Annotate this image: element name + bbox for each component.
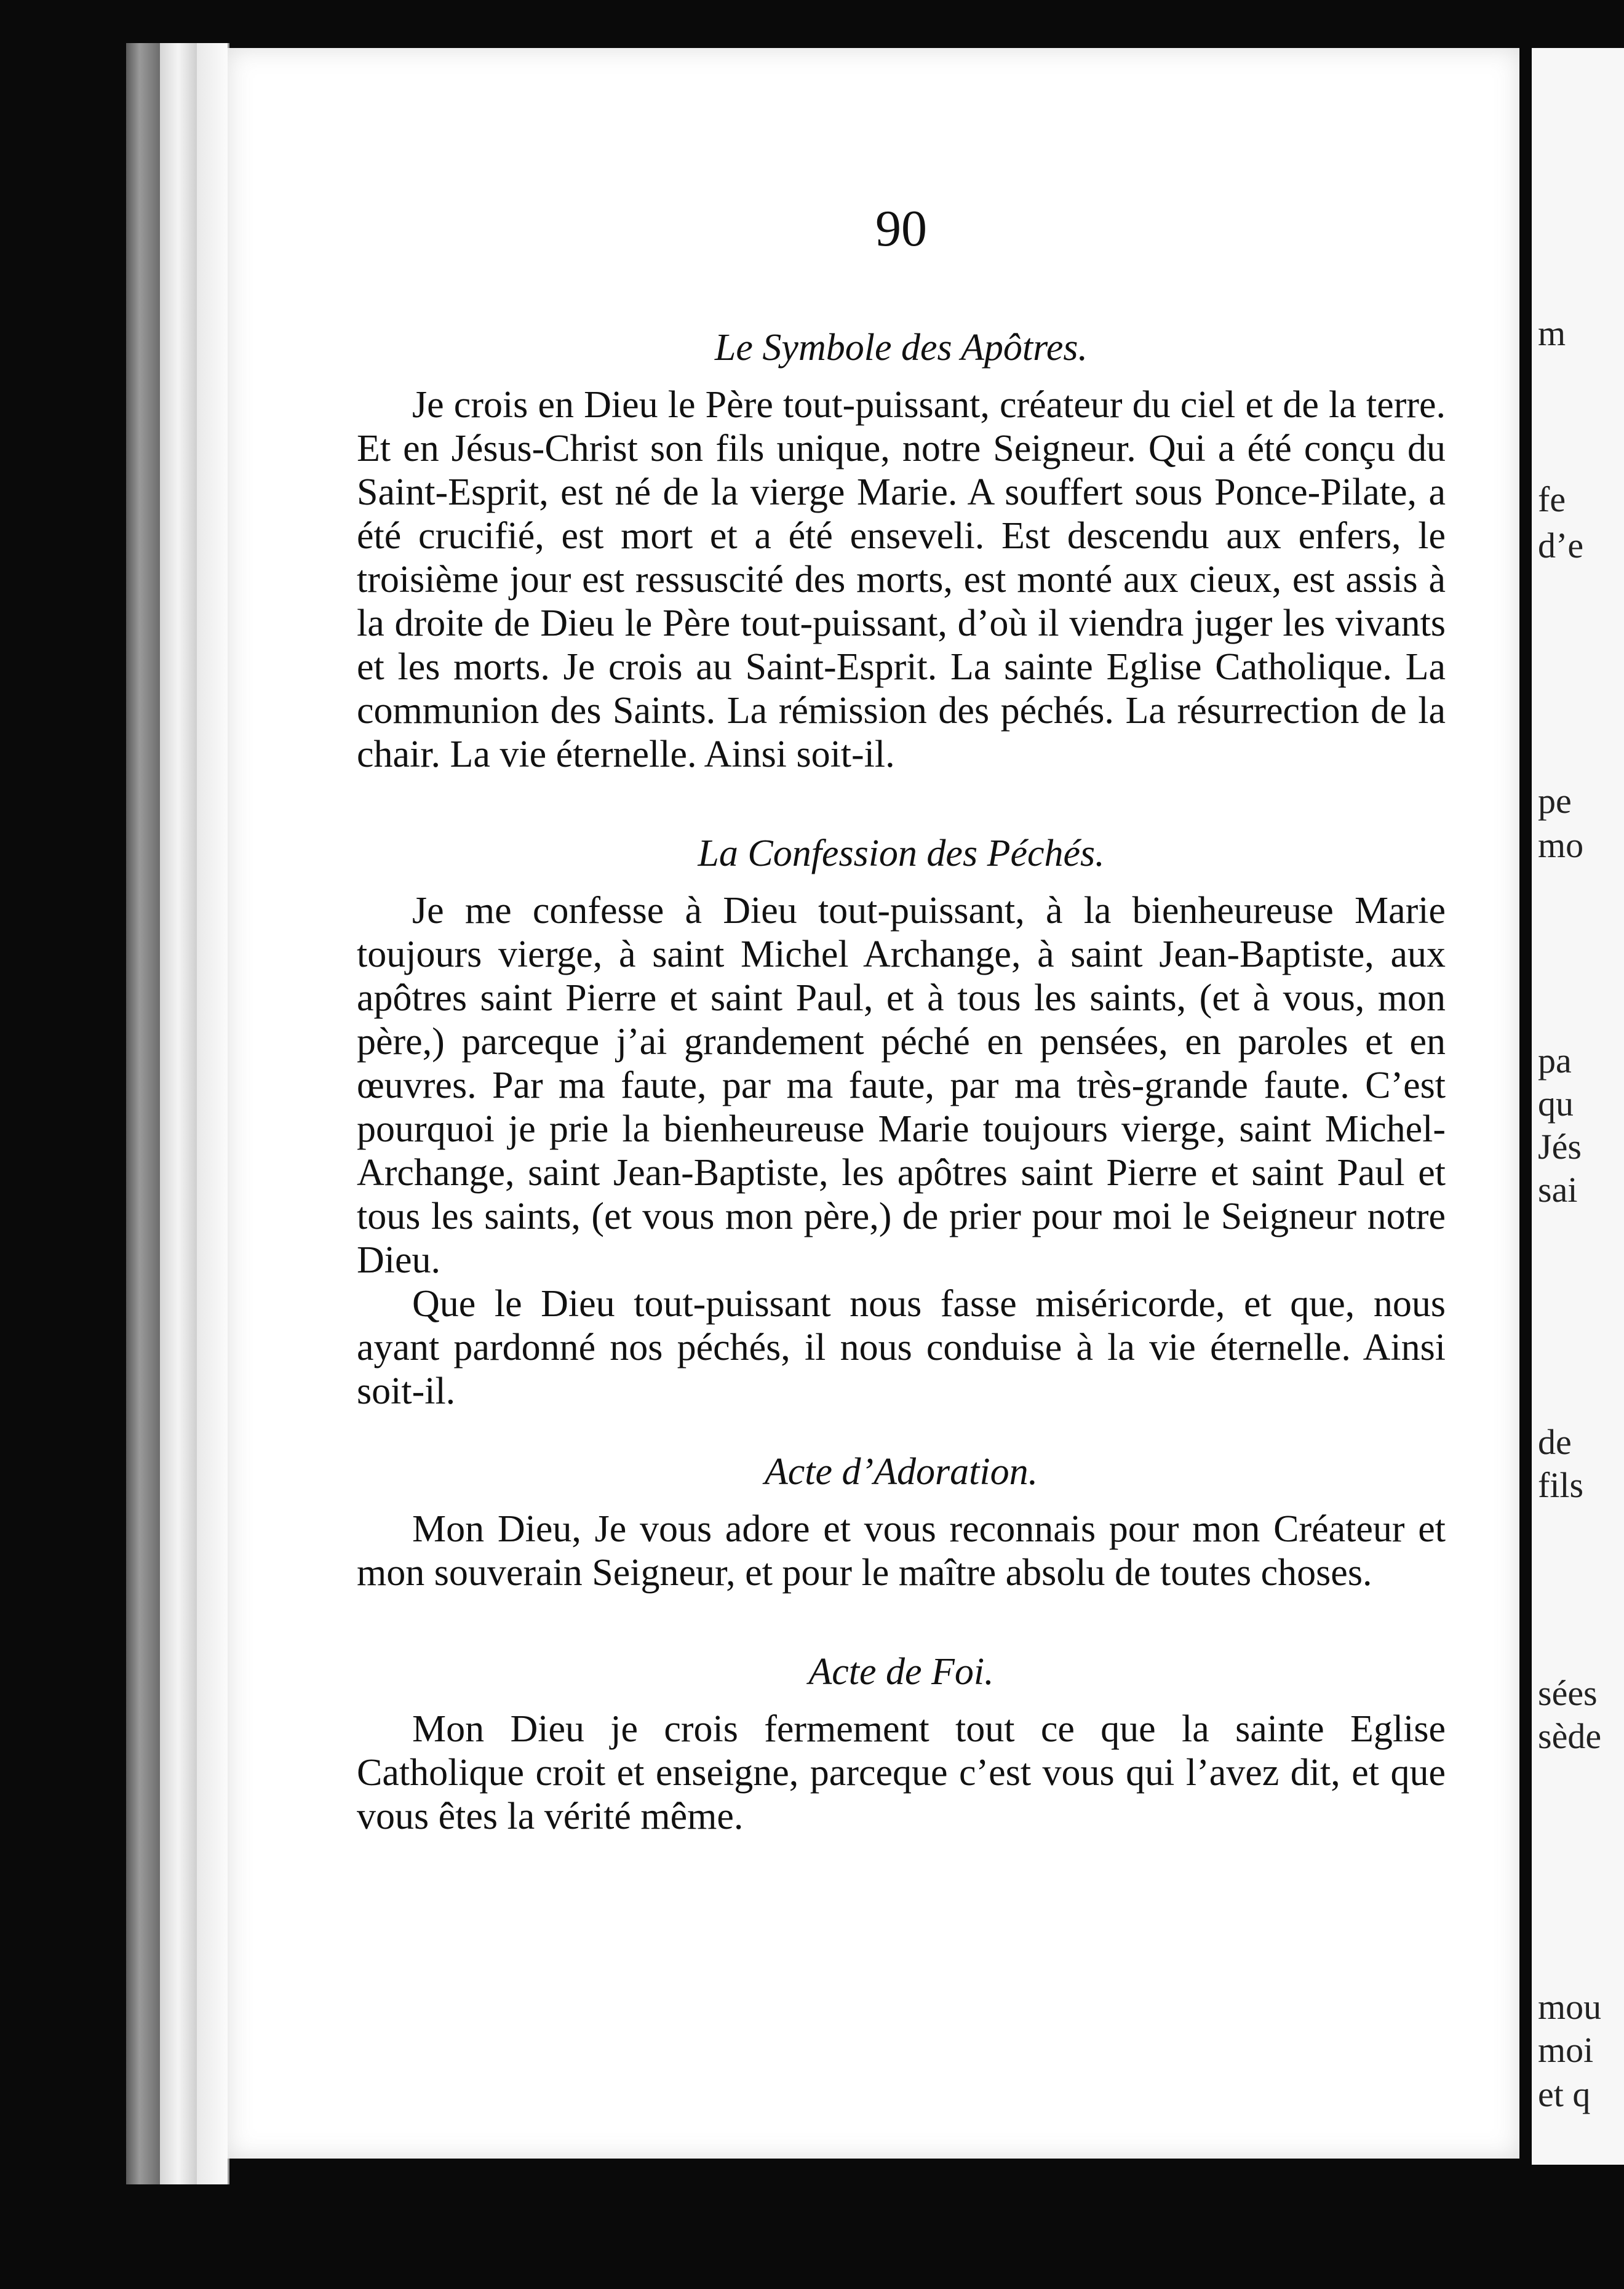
paragraph: Mon Dieu je crois fermement tout ce que la sainte Eglise Catholique croit et enseigne, parceque c’est vous qui l’avez dit, et que vous êtes la vérité même. — [357, 1708, 1446, 1837]
paragraph: Je crois en Dieu le Père tout-puissant, créateur du ciel et de la terre. Et en Jésus-Christ son fils unique, notre Seigneur. Qui a été conçu du Saint-Esprit, est né de la vierge Marie. A souffert sous Ponce-Pilate, a été crucifié, est mort et a été enseveli. Est descendu aux enfers, le troisième jour est ressuscité des morts, est monté aux cieux, est assis à la droite de Dieu le Père tout-puissant, d’où il viendra juger les vivants et les morts. Je crois au Saint-Esprit. La sainte Eglise Catholique. La communion des Saints. La rémission des péchés. La résurrection de la chair. La vie éternelle. Ainsi soit-il. — [357, 384, 1446, 775]
page-content — [357, 199, 1446, 1839]
adjacent-fragment: qu — [1538, 1084, 1574, 1124]
adjacent-fragment: pa — [1538, 1041, 1572, 1081]
section-heading: La Confession des Péchés. — [698, 833, 1105, 874]
section-foi — [357, 1650, 1446, 1839]
adjacent-fragment: moi — [1538, 2030, 1594, 2070]
section-heading: Le Symbole des Apôtres. — [714, 327, 1088, 369]
page-number: 90 — [875, 200, 927, 257]
binding-strip-dark — [126, 43, 160, 2184]
adjacent-fragment: Jés — [1538, 1127, 1582, 1167]
book-page — [228, 48, 1519, 2159]
adjacent-page-edge — [1532, 48, 1624, 2165]
binding-strip-light — [160, 43, 197, 2184]
paragraph: Que le Dieu tout-puissant nous fasse miséricorde, et que, nous ayant pardonné nos péchés, il nous conduise à la vie éternelle. Ainsi soit-il. — [357, 1283, 1446, 1412]
section-heading: Acte d’Adoration. — [764, 1451, 1038, 1493]
section-heading: Acte de Foi. — [808, 1651, 994, 1693]
section-confession — [357, 832, 1446, 1413]
adjacent-fragment: mou — [1538, 1987, 1602, 2027]
section-symbole — [357, 326, 1446, 777]
adjacent-fragment: d’e — [1538, 525, 1584, 565]
adjacent-fragment: sai — [1538, 1170, 1578, 1210]
adjacent-fragment: de — [1538, 1422, 1572, 1462]
paragraph: Je me confesse à Dieu tout-puissant, à la bienheureuse Marie toujours vierge, à saint Michel Archange, à saint Jean-Baptiste, aux apôtres saint Pierre et saint Paul, et à tous les saints, (et à vous, mon père,) parceque j’ai grandement péché en pensées, en paroles et en œuvres. Par ma faute, par ma faute, par ma très-grande faute. C’est pourquoi je prie la bienheureuse Marie toujours vierge, saint Michel-Archange, saint Jean-Baptiste, les apôtres saint Pierre et saint Paul et tous les saints, (et vous mon père,) de prier pour moi le Seigneur notre Dieu. — [357, 890, 1446, 1281]
adjacent-fragment: sées — [1538, 1673, 1598, 1713]
adjacent-fragment: fils — [1538, 1465, 1584, 1505]
adjacent-fragment: pe — [1538, 781, 1572, 821]
page-edges — [197, 43, 229, 2184]
adjacent-fragment: mo — [1538, 825, 1584, 865]
adjacent-fragment: fe — [1538, 479, 1566, 519]
paragraph: Mon Dieu, Je vous adore et vous reconnais pour mon Créateur et mon souverain Seigneur, et pour le maître absolu de toutes choses. — [357, 1508, 1446, 1594]
section-adoration — [357, 1450, 1446, 1595]
adjacent-fragment: sède — [1538, 1716, 1602, 1756]
adjacent-fragment: m — [1538, 313, 1566, 353]
adjacent-fragment: et q — [1538, 2074, 1591, 2114]
